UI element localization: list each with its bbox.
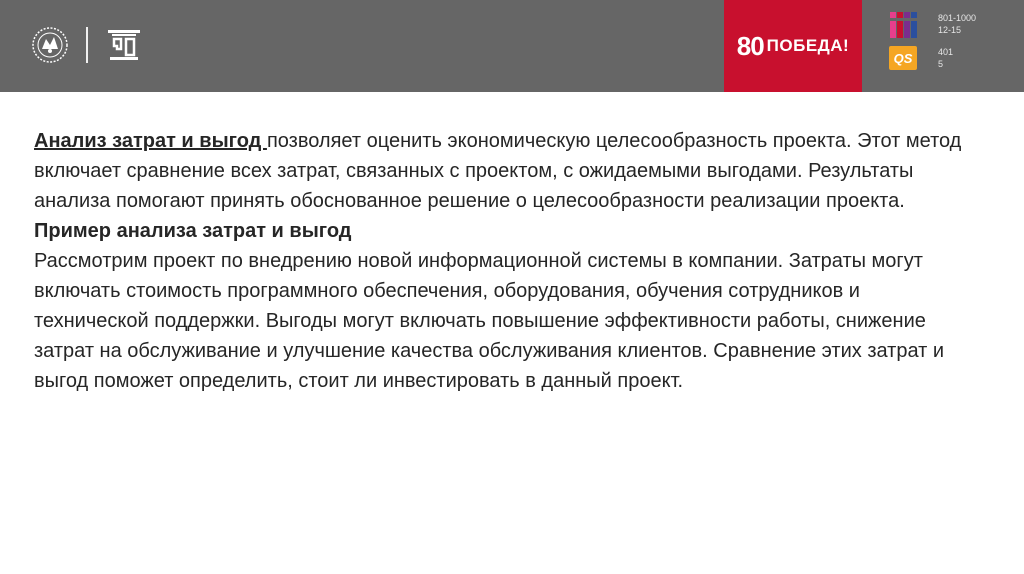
qs-ranking-logo-icon: [889, 46, 917, 70]
qs-logo-text: QS: [893, 50, 913, 66]
intro-text: позволяет оценить экономическую целесообразность проекта. Этот метод включает сравнение всех затрат, связанных с проектом, с ожидаемыми выгодами. Результаты анализа помогают принять обоснованное решение о целесообразности реализации проекта.: [34, 130, 962, 212]
intro-lead-term: Анализ затрат и выгод: [34, 130, 267, 152]
the-ranking-logo-icon: [890, 12, 918, 38]
example-paragraph: Рассмотрим проект по внедрению новой информационной системы в компании. Затраты могут включать стоимость программного обеспечения, оборудования, обучения сотрудников и технической поддержки. Выгоды могут включать повышение эффективности работы, снижение затрат на обслуживание и улучшение качества обслуживания клиентов. Сравнение этих затрат и выгод поможет определить, стоит ли инвестировать в данный проект.: [34, 250, 945, 392]
qs-rank-world: 401: [938, 47, 954, 57]
anniversary-90-icon: [104, 25, 144, 65]
logo-divider: [86, 27, 88, 63]
victory-word: ПОБЕДА!: [766, 36, 850, 55]
victory-number: 80: [736, 30, 764, 61]
intro-paragraph: [34, 126, 974, 216]
slide-header: [0, 0, 1024, 92]
the-rank-country: 12-15: [938, 25, 962, 35]
victory-80-badge: [724, 0, 862, 92]
qs-rank-country: 5: [938, 59, 944, 69]
the-rank-world: 801-1000: [938, 13, 977, 23]
header-logos: [30, 22, 144, 68]
slide-body: [34, 126, 974, 396]
example-heading: Пример анализа затрат и выгод: [34, 220, 352, 242]
university-emblem-icon: [30, 25, 70, 65]
